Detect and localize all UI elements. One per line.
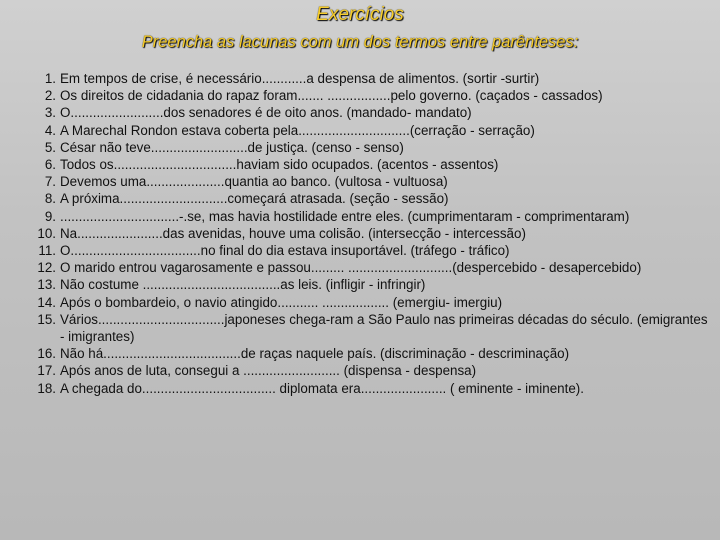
exercise-number: 14. (37, 294, 56, 310)
exercise-item (22, 225, 712, 242)
exercise-text: Todos os.................................haviam sido ocupados. (acentos - assentos) (60, 157, 499, 173)
slide-title: Exercícios (316, 4, 404, 25)
exercise-text: O.........................dos senadores é de oito anos. (mandado- mandato) (60, 105, 472, 121)
exercise-item (22, 104, 712, 121)
exercise-item (22, 242, 712, 259)
exercise-text: A chegada do.................................... diplomata era....................... ( eminente - iminente). (60, 380, 584, 396)
exercise-item (22, 87, 712, 104)
exercise-item (22, 139, 712, 156)
exercise-text: O...................................no final do dia estava insuportável. (tráfego - tráfico) (60, 243, 510, 259)
exercise-item (22, 294, 712, 311)
exercise-item (22, 362, 712, 379)
exercise-text: Devemos uma.....................quantia ao banco. (vultosa - vultuosa) (60, 174, 448, 190)
exercise-number: 1. (44, 71, 56, 86)
exercise-number: 15. (37, 311, 56, 327)
exercise-item (22, 276, 712, 293)
exercise-item (22, 259, 712, 276)
exercise-item (22, 311, 712, 345)
exercise-number: 11. (38, 243, 56, 259)
exercise-item (22, 173, 712, 190)
exercise-text: Na.......................das avenidas, houve uma colisão. (intersecção - intercessão) (60, 225, 526, 241)
exercise-text: Vários..................................japoneses chega-ram a São Paulo nas primeiras décadas do século. (emigrantes - imigrantes) (60, 311, 708, 345)
exercise-number: 10. (37, 225, 56, 241)
exercise-text: Os direitos de cidadania do rapaz foram....... .................pelo governo. (caçados - cassados) (60, 88, 603, 104)
exercise-item (22, 122, 712, 139)
exercise-number: 4. (44, 122, 56, 138)
exercise-number: 3. (44, 105, 56, 121)
exercise-number: 12. (37, 260, 56, 276)
exercise-text: Após o bombardeio, o navio atingido........... .................. (emergiu- imergiu) (60, 294, 503, 310)
exercise-number: 16. (37, 346, 56, 362)
exercise-text: Em tempos de crise, é necessário............a despensa de alimentos. (sortir -surtir) (60, 71, 540, 86)
exercise-number: 9. (44, 208, 56, 224)
exercise-item (22, 156, 712, 173)
exercise-item (22, 345, 712, 362)
exercise-text: Após anos de luta, consegui a .......................... (dispensa - despensa) (60, 363, 477, 379)
exercise-number: 5. (44, 139, 56, 155)
exercise-number: 2. (44, 88, 56, 104)
exercise-item (22, 70, 712, 87)
exercise-item (22, 208, 712, 225)
exercise-text: O marido entrou vagarosamente e passou......... ............................(despercebido - desapercebido) (60, 260, 642, 276)
exercise-list (22, 70, 712, 397)
exercise-number: 17. (37, 363, 56, 379)
exercise-text: A Marechal Rondon estava coberta pela..............................(cerração - serração) (60, 122, 535, 138)
slide-subtitle: Preencha as lacunas com um dos termos entre parênteses: (141, 33, 579, 51)
exercise-number: 13. (37, 277, 56, 293)
exercise-text: Não há.....................................de raças naquele país. (discriminação - descriminação) (60, 346, 570, 362)
exercise-item (22, 190, 712, 207)
exercise-text: César não teve..........................de justiça. (censo - senso) (60, 139, 404, 155)
exercise-number: 7. (44, 174, 56, 190)
exercise-text: ................................-.se, mas havia hostilidade entre eles. (cumprimentaram - comprimentaram) (60, 208, 630, 224)
exercise-text: A próxima.............................começará atrasada. (seção - sessão) (60, 191, 449, 207)
exercise-number: 6. (44, 157, 56, 173)
exercise-number: 8. (44, 191, 56, 207)
exercise-text: Não costume .....................................as leis. (infligir - infringir) (60, 277, 426, 293)
exercise-item (22, 380, 712, 397)
exercise-number: 18. (37, 380, 56, 396)
